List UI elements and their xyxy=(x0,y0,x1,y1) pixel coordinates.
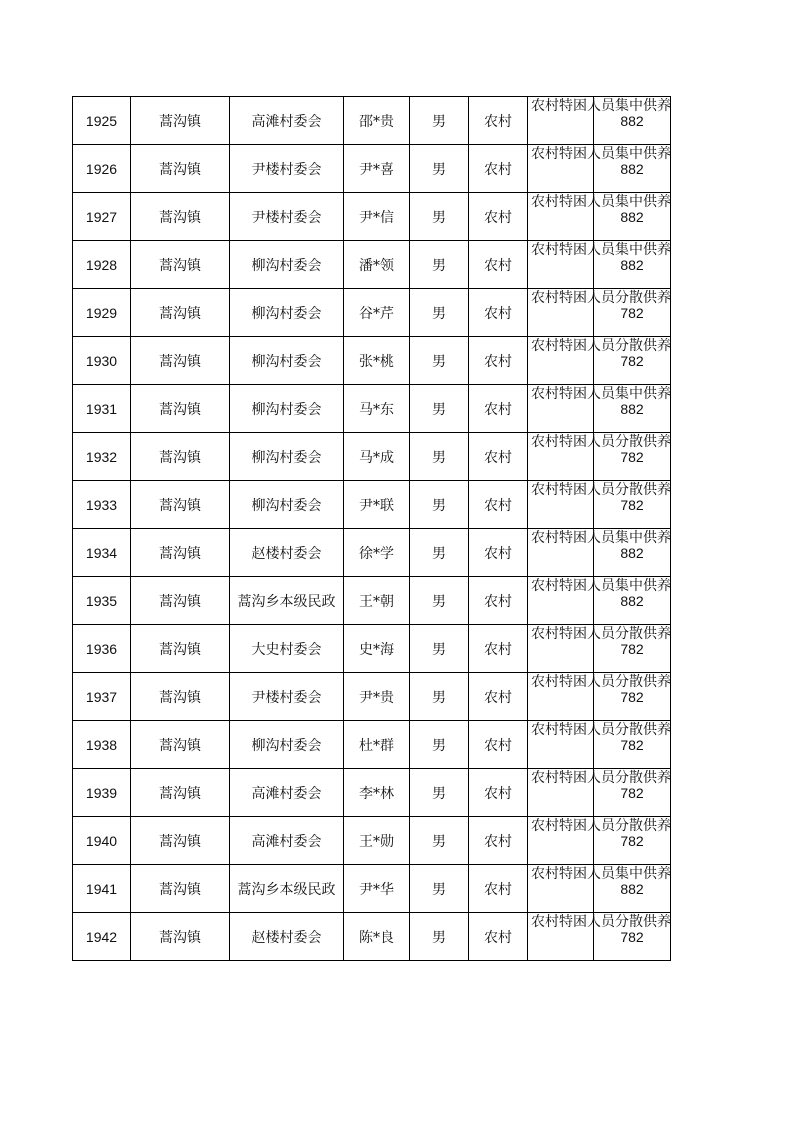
serial-number-cell: 1932 xyxy=(73,433,131,481)
serial-number-cell: 1931 xyxy=(73,385,131,433)
area-cell: 农村 xyxy=(469,241,528,289)
table-row xyxy=(73,433,671,481)
area-cell: 农村 xyxy=(469,673,528,721)
amount-cell: 882 xyxy=(594,193,671,241)
table-row xyxy=(73,769,671,817)
area-cell: 农村 xyxy=(469,433,528,481)
town-cell: 蒿沟镇 xyxy=(131,529,230,577)
village-cell: 尹楼村委会 xyxy=(230,145,344,193)
area-cell: 农村 xyxy=(469,193,528,241)
person-name-cell: 邵*贵 xyxy=(344,97,410,145)
person-name-cell: 谷*芹 xyxy=(344,289,410,337)
village-cell: 大史村委会 xyxy=(230,625,344,673)
town-cell: 蒿沟镇 xyxy=(131,913,230,961)
support-type-text: 农村特困人员集中供养 xyxy=(531,578,671,594)
table-row xyxy=(73,577,671,625)
amount-cell: 782 xyxy=(594,337,671,385)
town-cell: 蒿沟镇 xyxy=(131,433,230,481)
village-cell: 柳沟村委会 xyxy=(230,433,344,481)
person-name-cell: 尹*贵 xyxy=(344,673,410,721)
amount-cell: 782 xyxy=(594,289,671,337)
village-cell: 尹楼村委会 xyxy=(230,193,344,241)
support-type-text: 农村特困人员集中供养 xyxy=(531,530,671,546)
town-cell: 蒿沟镇 xyxy=(131,721,230,769)
serial-number-cell: 1939 xyxy=(73,769,131,817)
gender-cell: 男 xyxy=(410,481,469,529)
table-row xyxy=(73,673,671,721)
support-type-text: 农村特困人员分散供养 xyxy=(531,722,671,738)
table-body xyxy=(73,97,671,961)
support-type-text: 农村特困人员分散供养 xyxy=(531,818,671,834)
serial-number-cell: 1940 xyxy=(73,817,131,865)
amount-cell: 882 xyxy=(594,97,671,145)
town-cell: 蒿沟镇 xyxy=(131,193,230,241)
village-cell: 柳沟村委会 xyxy=(230,481,344,529)
gender-cell: 男 xyxy=(410,721,469,769)
person-name-cell: 王*朝 xyxy=(344,577,410,625)
support-type-text: 农村特困人员集中供养 xyxy=(531,866,671,882)
support-type-text: 农村特困人员分散供养 xyxy=(531,434,671,450)
gender-cell: 男 xyxy=(410,865,469,913)
person-name-cell: 张*桃 xyxy=(344,337,410,385)
table-row xyxy=(73,241,671,289)
gender-cell: 男 xyxy=(410,817,469,865)
gender-cell: 男 xyxy=(410,97,469,145)
support-type-text: 农村特困人员分散供养 xyxy=(531,674,671,690)
serial-number-cell: 1937 xyxy=(73,673,131,721)
area-cell: 农村 xyxy=(469,289,528,337)
table-row xyxy=(73,481,671,529)
gender-cell: 男 xyxy=(410,241,469,289)
serial-number-cell: 1930 xyxy=(73,337,131,385)
person-name-cell: 尹*喜 xyxy=(344,145,410,193)
relief-roster-table xyxy=(72,96,671,961)
table-row xyxy=(73,337,671,385)
amount-cell: 882 xyxy=(594,385,671,433)
area-cell: 农村 xyxy=(469,721,528,769)
town-cell: 蒿沟镇 xyxy=(131,865,230,913)
village-cell: 蒿沟乡本级民政 xyxy=(230,865,344,913)
support-type-text: 农村特困人员集中供养 xyxy=(531,242,671,258)
support-type-text: 农村特困人员集中供养 xyxy=(531,386,671,402)
area-cell: 农村 xyxy=(469,625,528,673)
person-name-cell: 杜*群 xyxy=(344,721,410,769)
serial-number-cell: 1926 xyxy=(73,145,131,193)
amount-cell: 882 xyxy=(594,241,671,289)
amount-cell: 782 xyxy=(594,625,671,673)
amount-cell: 782 xyxy=(594,817,671,865)
person-name-cell: 马*成 xyxy=(344,433,410,481)
gender-cell: 男 xyxy=(410,625,469,673)
town-cell: 蒿沟镇 xyxy=(131,337,230,385)
village-cell: 赵楼村委会 xyxy=(230,529,344,577)
serial-number-cell: 1927 xyxy=(73,193,131,241)
town-cell: 蒿沟镇 xyxy=(131,769,230,817)
support-type-text: 农村特困人员分散供养 xyxy=(531,338,671,354)
village-cell: 柳沟村委会 xyxy=(230,721,344,769)
area-cell: 农村 xyxy=(469,385,528,433)
serial-number-cell: 1935 xyxy=(73,577,131,625)
person-name-cell: 李*林 xyxy=(344,769,410,817)
amount-cell: 882 xyxy=(594,145,671,193)
person-name-cell: 徐*学 xyxy=(344,529,410,577)
serial-number-cell: 1936 xyxy=(73,625,131,673)
area-cell: 农村 xyxy=(469,913,528,961)
support-type-text: 农村特困人员集中供养 xyxy=(531,98,671,114)
amount-cell: 782 xyxy=(594,913,671,961)
town-cell: 蒿沟镇 xyxy=(131,241,230,289)
village-cell: 高滩村委会 xyxy=(230,769,344,817)
village-cell: 尹楼村委会 xyxy=(230,673,344,721)
village-cell: 柳沟村委会 xyxy=(230,385,344,433)
town-cell: 蒿沟镇 xyxy=(131,385,230,433)
person-name-cell: 陈*良 xyxy=(344,913,410,961)
gender-cell: 男 xyxy=(410,769,469,817)
village-cell: 蒿沟乡本级民政 xyxy=(230,577,344,625)
town-cell: 蒿沟镇 xyxy=(131,625,230,673)
amount-cell: 882 xyxy=(594,529,671,577)
amount-cell: 782 xyxy=(594,721,671,769)
table-row xyxy=(73,193,671,241)
area-cell: 农村 xyxy=(469,145,528,193)
gender-cell: 男 xyxy=(410,289,469,337)
support-type-text: 农村特困人员分散供养 xyxy=(531,914,671,930)
gender-cell: 男 xyxy=(410,673,469,721)
table-row xyxy=(73,625,671,673)
table-row xyxy=(73,289,671,337)
serial-number-cell: 1925 xyxy=(73,97,131,145)
person-name-cell: 史*海 xyxy=(344,625,410,673)
village-cell: 高滩村委会 xyxy=(230,97,344,145)
amount-cell: 782 xyxy=(594,433,671,481)
person-name-cell: 尹*华 xyxy=(344,865,410,913)
serial-number-cell: 1934 xyxy=(73,529,131,577)
town-cell: 蒿沟镇 xyxy=(131,481,230,529)
area-cell: 农村 xyxy=(469,481,528,529)
gender-cell: 男 xyxy=(410,145,469,193)
gender-cell: 男 xyxy=(410,193,469,241)
gender-cell: 男 xyxy=(410,337,469,385)
town-cell: 蒿沟镇 xyxy=(131,817,230,865)
village-cell: 柳沟村委会 xyxy=(230,241,344,289)
amount-cell: 782 xyxy=(594,769,671,817)
area-cell: 农村 xyxy=(469,529,528,577)
gender-cell: 男 xyxy=(410,433,469,481)
serial-number-cell: 1941 xyxy=(73,865,131,913)
serial-number-cell: 1938 xyxy=(73,721,131,769)
gender-cell: 男 xyxy=(410,577,469,625)
person-name-cell: 马*东 xyxy=(344,385,410,433)
table-row xyxy=(73,385,671,433)
area-cell: 农村 xyxy=(469,577,528,625)
support-type-text: 农村特困人员集中供养 xyxy=(531,194,671,210)
town-cell: 蒿沟镇 xyxy=(131,577,230,625)
serial-number-cell: 1933 xyxy=(73,481,131,529)
village-cell: 赵楼村委会 xyxy=(230,913,344,961)
table-row xyxy=(73,529,671,577)
support-type-text: 农村特困人员集中供养 xyxy=(531,146,671,162)
serial-number-cell: 1942 xyxy=(73,913,131,961)
serial-number-cell: 1929 xyxy=(73,289,131,337)
village-cell: 高滩村委会 xyxy=(230,817,344,865)
amount-cell: 882 xyxy=(594,577,671,625)
amount-cell: 782 xyxy=(594,481,671,529)
person-name-cell: 潘*领 xyxy=(344,241,410,289)
area-cell: 农村 xyxy=(469,817,528,865)
area-cell: 农村 xyxy=(469,337,528,385)
person-name-cell: 尹*信 xyxy=(344,193,410,241)
village-cell: 柳沟村委会 xyxy=(230,337,344,385)
area-cell: 农村 xyxy=(469,865,528,913)
area-cell: 农村 xyxy=(469,769,528,817)
table-row xyxy=(73,721,671,769)
area-cell: 农村 xyxy=(469,97,528,145)
town-cell: 蒿沟镇 xyxy=(131,289,230,337)
table-row xyxy=(73,913,671,961)
table-row xyxy=(73,817,671,865)
village-cell: 柳沟村委会 xyxy=(230,289,344,337)
town-cell: 蒿沟镇 xyxy=(131,145,230,193)
gender-cell: 男 xyxy=(410,385,469,433)
town-cell: 蒿沟镇 xyxy=(131,97,230,145)
amount-cell: 882 xyxy=(594,865,671,913)
table-row xyxy=(73,865,671,913)
gender-cell: 男 xyxy=(410,913,469,961)
table-row xyxy=(73,145,671,193)
town-cell: 蒿沟镇 xyxy=(131,673,230,721)
support-type-text: 农村特困人员分散供养 xyxy=(531,626,671,642)
gender-cell: 男 xyxy=(410,529,469,577)
support-type-text: 农村特困人员分散供养 xyxy=(531,482,671,498)
serial-number-cell: 1928 xyxy=(73,241,131,289)
person-name-cell: 王*勋 xyxy=(344,817,410,865)
support-type-text: 农村特困人员分散供养 xyxy=(531,290,671,306)
support-type-text: 农村特困人员分散供养 xyxy=(531,770,671,786)
table-row xyxy=(73,97,671,145)
amount-cell: 782 xyxy=(594,673,671,721)
person-name-cell: 尹*联 xyxy=(344,481,410,529)
